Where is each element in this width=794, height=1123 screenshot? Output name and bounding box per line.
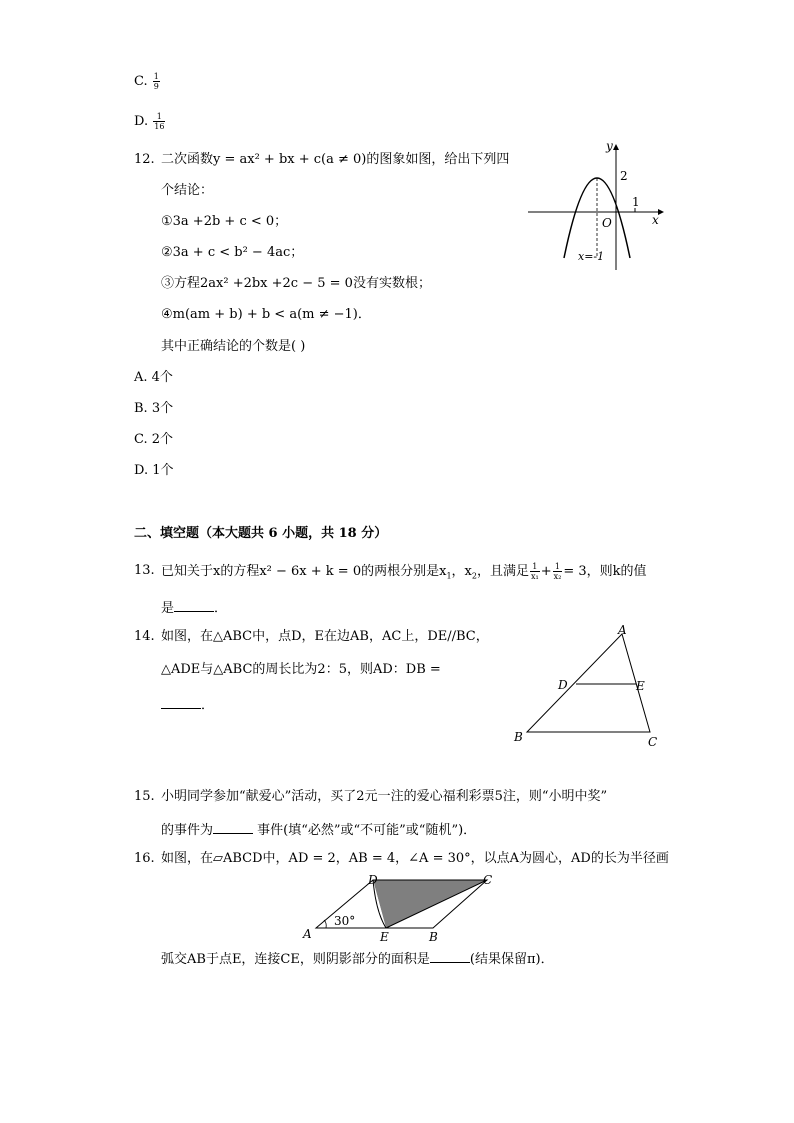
vertex-b-label: B	[514, 730, 523, 744]
q16-number: 16.	[134, 851, 155, 866]
q13-sub1: 1	[446, 571, 452, 581]
point-d-label: D	[558, 678, 568, 692]
q12-option-c: C. 2个	[134, 432, 174, 447]
q14-answer-blank[interactable]	[161, 694, 201, 709]
q12-conclusion-1: ①3a +2b + c < 0；	[161, 214, 288, 229]
y-axis-label: y	[606, 139, 613, 153]
q14-number: 14.	[134, 629, 155, 644]
q15-line2-b: 事件(填“必然”或“不可能”或“随机”)．	[253, 823, 477, 838]
q12-conclusion-2: ②3a + c < b² − 4ac；	[161, 245, 304, 260]
q16-line2-b: (结果保留π)．	[469, 952, 554, 967]
vertex-d-label: D	[368, 873, 378, 887]
q11-option-c-label: C.	[134, 74, 148, 89]
y-intercept-label: 2	[620, 169, 628, 183]
q12-number: 12.	[134, 152, 155, 167]
vertex-c-label: C	[648, 735, 658, 749]
q14-triangle-figure	[510, 622, 670, 750]
q14-line3-end: ．	[201, 698, 215, 713]
q13-fraction-2: $\frac{1}{\text{x₂}}$	[553, 562, 562, 581]
shaded-region	[373, 880, 487, 928]
q12-stem-line2: 个结论：	[161, 183, 214, 198]
q13-line2	[161, 597, 227, 618]
angle-a-label: 30°	[334, 914, 356, 928]
tick-1-label: 1	[632, 195, 640, 209]
vertex-a-label: A	[618, 623, 627, 637]
q13-text-c: ，且满足	[476, 564, 529, 579]
vertex-c-label: C	[483, 873, 493, 887]
q14-line2: △ADE与△ABC的周长比为2：5，则AD：DB =	[161, 662, 441, 677]
q12-option-a: A. 4个	[134, 370, 173, 385]
q11-option-d-fraction: $\frac{1}{16}$	[154, 112, 165, 131]
q11-option-d	[134, 112, 166, 131]
y-axis-arrow	[613, 144, 619, 150]
q15-line2	[161, 819, 476, 840]
q15-line2-a: 的事件为	[161, 823, 214, 838]
vertex-a-label: A	[303, 927, 312, 941]
q11-option-c-fraction: $\frac{1}{9}$	[153, 72, 159, 91]
q12-question: 其中正确结论的个数是( )	[161, 339, 306, 354]
q13-line1	[161, 562, 647, 586]
q13-sub2: 2	[471, 571, 477, 581]
q13-text-b: ，x	[451, 564, 472, 579]
q13-text-d: = 3，则k的值	[563, 564, 647, 579]
triangle-abc	[527, 634, 650, 732]
axis-of-symmetry-label: x=-1	[578, 250, 605, 263]
q13-line2-a: 是	[161, 601, 175, 616]
x-axis-label: x	[652, 213, 659, 227]
q12-option-b: B. 3个	[134, 401, 174, 416]
q12-option-d: D. 1个	[134, 463, 174, 478]
q12-stem-line1: 二次函数y = ax² + bx + c(a ≠ 0)的图象如图，给出下列四	[161, 152, 510, 167]
q12-parabola-graph	[524, 138, 664, 278]
q11-option-d-label: D.	[134, 114, 149, 129]
point-e-label: E	[636, 679, 645, 693]
q14-line3	[161, 694, 214, 715]
q13-answer-blank[interactable]	[174, 597, 214, 612]
q12-conclusion-4: ④m(am + b) + b < a(m ≠ −1)．	[161, 307, 371, 322]
q15-answer-blank[interactable]	[213, 819, 253, 834]
q16-parallelogram-figure	[300, 870, 500, 946]
q13-plus: +	[540, 564, 552, 579]
q16-line1: 如图，在▱ABCD中，AD = 2，AB = 4，∠A = 30°，以点A为圆心，AD的长为半径画	[161, 851, 669, 866]
q14-line1: 如图，在△ABC中，点D，E在边AB，AC上，DE//BC，	[161, 629, 489, 644]
section-2-title: 二、填空题（本大题共 6 小题，共 18 分）	[134, 526, 388, 541]
q16-line2-a: 弧交AB于点E，连接CE，则阴影部分的面积是	[161, 952, 430, 967]
q12-conclusion-3: ③方程2ax² +2bx +2c − 5 = 0没有实数根；	[161, 276, 431, 291]
x-axis-arrow	[658, 209, 664, 215]
origin-label: O	[602, 216, 612, 230]
q11-option-c	[134, 72, 161, 91]
vertex-b-label: B	[429, 930, 438, 944]
q13-text-a: 已知关于x的方程x² − 6x + k = 0的两根分别是x	[161, 564, 447, 579]
q13-number: 13.	[134, 563, 155, 578]
q15-line1: 小明同学参加“献爱心”活动，买了2元一注的爱心福利彩票5注，则“小明中奖”	[161, 789, 608, 804]
point-e-label: E	[380, 930, 389, 944]
q16-answer-blank[interactable]	[430, 948, 470, 963]
q13-line2-b: ．	[214, 601, 228, 616]
q13-fraction-1: $\frac{1}{\text{x₁}}$	[530, 562, 539, 581]
q15-number: 15.	[134, 789, 155, 804]
q16-line2	[161, 948, 554, 969]
